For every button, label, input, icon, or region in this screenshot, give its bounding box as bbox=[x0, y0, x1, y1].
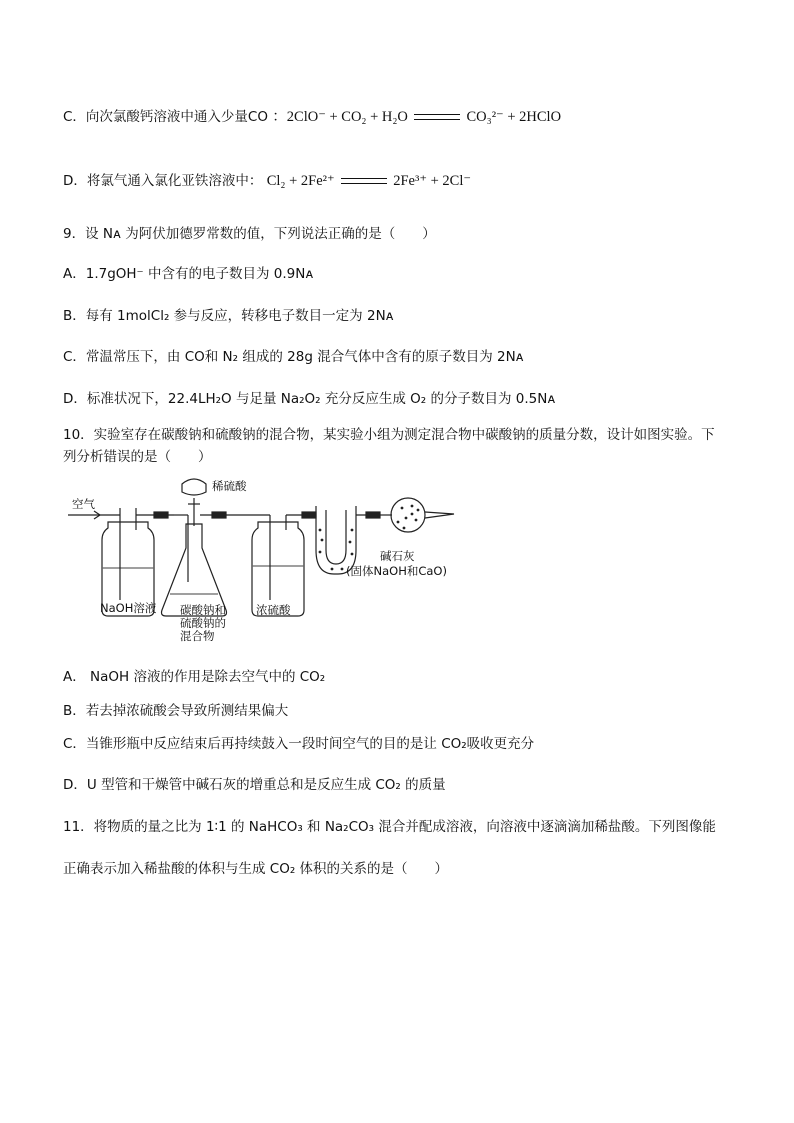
option-c-prev-eq-lhs: ：2ClO⁻ + CO₂ + H₂O bbox=[272, 109, 408, 125]
q10-option-d: D．U 型管和干燥管中碱石灰的增重总和是反应生成 CO₂ 的质量 bbox=[63, 777, 446, 793]
bottle-3 bbox=[252, 522, 304, 616]
option-c-prev-eq-rhs: CO₃²⁻ + 2HClO bbox=[466, 109, 562, 125]
option-d-prev-label: D．将氯气通入氯化亚铁溶液中： bbox=[63, 173, 263, 189]
label-mixture-3: 混合物 bbox=[180, 629, 215, 643]
label-naoh: NaOH溶液 bbox=[100, 601, 157, 615]
label-dilute-acid: 稀硫酸 bbox=[212, 479, 247, 493]
equals-arrow-icon bbox=[341, 178, 387, 184]
q11-stem-line2: 正确表示加入稀盐酸的体积与生成 CO₂ 体积的关系的是（ ） bbox=[63, 861, 449, 877]
option-d-prev-eq-lhs: Cl₂ + 2Fe²⁺ bbox=[266, 173, 335, 189]
q10-stem-line1: 10．实验室存在碳酸钠和硫酸钠的混合物，某实验小组为测定混合物中碳酸钠的质量分数，设计如图实验。下 bbox=[63, 427, 715, 443]
q11-stem-line1: 11．将物质的量之比为 1∶1 的 NaHCO₃ 和 Na₂CO₃ 混合并配成溶液，向溶液中逐滴滴加稀盐酸。下列图像能 bbox=[63, 819, 716, 835]
u-tube-inner bbox=[326, 510, 346, 564]
q9-stem: 9．设 Nᴀ 为阿伏加德罗常数的值，下列说法正确的是（ ） bbox=[63, 226, 436, 242]
q10-option-b: B．若去掉浓硫酸会导致所测结果偏大 bbox=[63, 703, 289, 719]
option-c-prev-label: C．向次氯酸钙溶液中通入少量CO bbox=[63, 109, 268, 125]
drying-tube-bulb bbox=[391, 498, 425, 532]
separatory-funnel bbox=[182, 479, 206, 495]
option-d-prev-eq-rhs: 2Fe³⁺ + 2Cl⁻ bbox=[393, 173, 472, 189]
equals-arrow-icon bbox=[414, 114, 460, 120]
label-soda-lime: 碱石灰 bbox=[380, 549, 415, 563]
q9-option-a: A．1.7gOH⁻ 中含有的电子数目为 0.9Nᴀ bbox=[63, 266, 314, 282]
label-air: 空气 bbox=[72, 497, 95, 511]
option-c-prev bbox=[63, 108, 561, 126]
q10-option-a: A． NaOH 溶液的作用是除去空气中的 CO₂ bbox=[63, 669, 326, 685]
label-soda-lime-note: (固体NaOH和CaO) bbox=[346, 564, 447, 578]
apparatus-diagram bbox=[62, 470, 462, 645]
label-mixture-1: 碳酸钠和 bbox=[180, 603, 226, 617]
q10-option-c: C．当锥形瓶中反应结束后再持续鼓入一段时间空气的目的是让 CO₂吸收更充分 bbox=[63, 736, 535, 752]
label-conc-acid: 浓硫酸 bbox=[256, 603, 291, 617]
option-d-prev bbox=[63, 172, 471, 190]
label-mixture-2: 硫酸钠的 bbox=[180, 616, 226, 630]
q10-stem-line2: 列分析错误的是（ ） bbox=[63, 449, 212, 465]
q9-option-b: B．每有 1molCl₂ 参与反应，转移电子数目一定为 2Nᴀ bbox=[63, 308, 394, 324]
q9-option-d: D．标准状况下，22.4LH₂O 与足量 Na₂O₂ 充分反应生成 O₂ 的分子数目为 0.5Nᴀ bbox=[63, 391, 556, 407]
q9-option-c: C．常温常压下，由 CO和 N₂ 组成的 28g 混合气体中含有的原子数目为 2Nᴀ bbox=[63, 349, 524, 365]
